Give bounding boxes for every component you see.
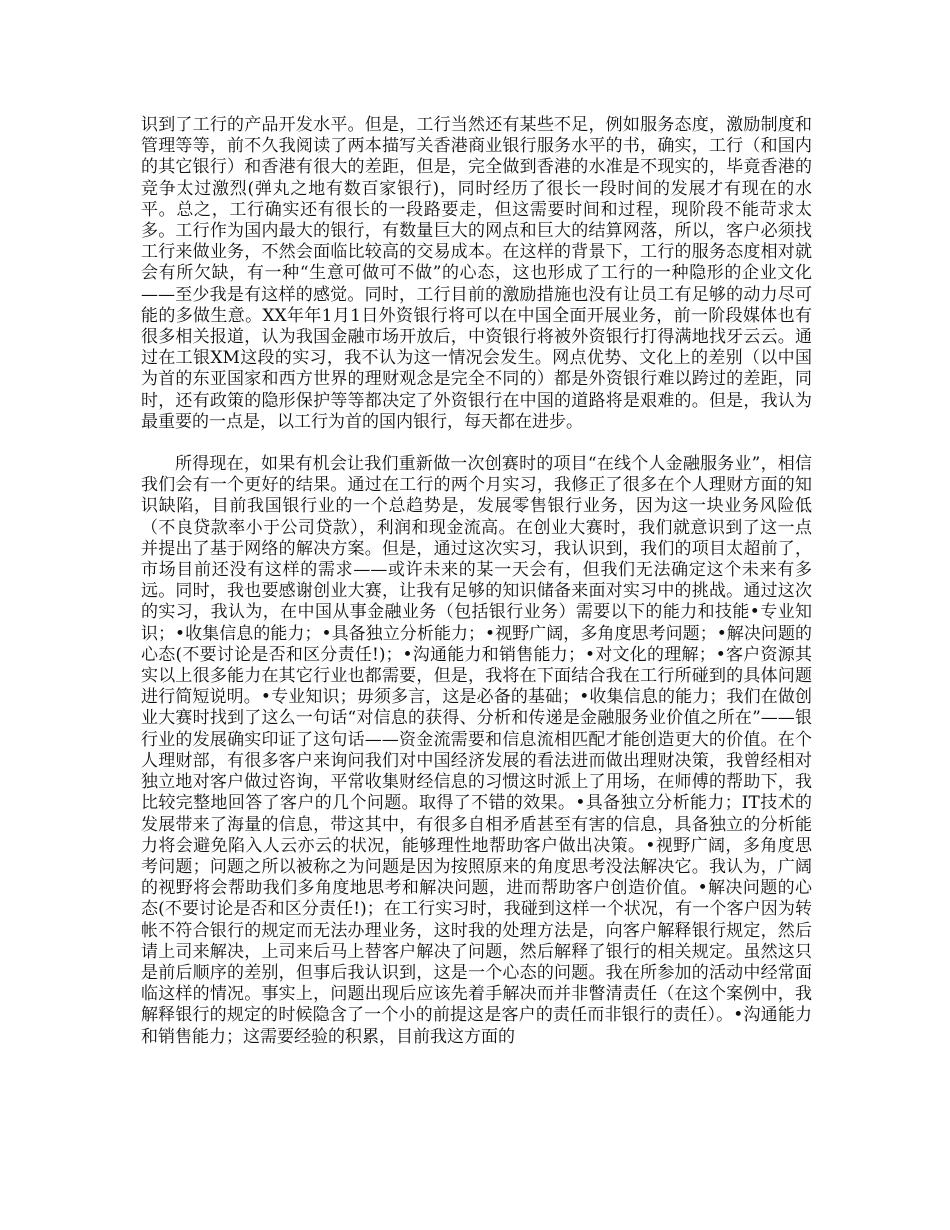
paragraph-1: 识到了工行的产品开发水平。但是，工行当然还有某些不足，例如服务态度，激励制度和管理等等，前不久我阅读了两本描写关香港商业银行服务水平的书，确实，工行（和国内的其它银行）和香港有很大的差距，但是，完全做到香港的水准是不现实的，毕竟香港的竞争太过激烈(弹丸之地有数百家银行)，同时经历了很长一段时间的发展才有现在的水平。总之，工行确实还有很长的一段路要走，但这需要时间和过程，现阶段不能苛求太多。工行作为国内最大的银行，有数量巨大的网点和巨大的结算网落，所以，客户必须找工行来做业务，不然会面临比较高的交易成本。在这样的背景下，工行的服务态度相对就会有所欠缺，有一种“生意可做可不做”的心态，这也形成了工行的一种隐形的企业文化——至少我是有这样的感觉。同时，工行目前的激励措施也没有让员工有足够的动力尽可能的多做生意。XX年年1月1日外资银行将可以在中国全面开展业务，前一阶段媒体也有很多相关报道，认为我国金融市场开放后，中资银行将被外资银行打得满地找牙云云。通过在工银XM这段的实习，我不认为这一情况会发生。网点优势、文化上的差别（以中国为首的东亚国家和西方世界的理财观念是完全不同的）都是外资银行难以跨过的差距，同时，还有政策的隐形保护等等都决定了外资银行在中国的道路将是艰难的。但是，我认为最重要的一点是，以工行为首的国内银行，每天都在进步。: [141, 115, 812, 432]
document-body: [141, 115, 812, 1048]
paragraph-2: 所得现在，如果有机会让我们重新做一次创赛时的项目“在线个人金融服务业”，相信我们会有一个更好的结果。通过在工行的两个月实习，我修正了很多在个人理财方面的知识缺陷，目前我国银行业的一个总趋势是，发展零售银行业务，因为这一块业务风险低（不良贷款率小于公司贷款），利润和现金流高。在创业大赛时，我们就意识到了这一点并提出了基于网络的解决方案。但是，通过这次实习，我认识到，我们的项目太超前了，市场目前还没有这样的需求——或许未来的某一天会有，但我们无法确定这个未来有多远。同时，我也要感谢创业大赛，让我有足够的知识储备来面对实习中的挑战。通过这次的实习，我认为，在中国从事金融业务（包括银行业务）需要以下的能力和技能•专业知识；•收集信息的能力；•具备独立分析能力；•视野广阔，多角度思考问题；•解决问题的心态(不要讨论是否和区分责任!)；•沟通能力和销售能力；•对文化的理解；•客户资源其实以上很多能力在其它行业也都需要，但是，我将在下面结合我在工行所碰到的具体问题进行简短说明。•专业知识；毋须多言，这是必备的基础；•收集信息的能力；我们在做创业大赛时找到了这么一句话“对信息的获得、分析和传递是金融服务业价值之所在”——银行业的发展确实印证了这句话——资金流需要和信息流相匹配才能创造更大的价值。在个人理财部，有很多客户来询问我们对中国经济发展的看法进而做出理财决策，我曾经相对独立地对客户做过咨询，平常收集财经信息的习惯这时派上了用场，在师傅的帮助下，我比较完整地回答了客户的几个问题。取得了不错的效果。•具备独立分析能力；IT技术的发展带来了海量的信息，带这其中，有很多自相矛盾甚至有害的信息，具备独立的分析能力将会避免陷入人云亦云的状况，能够理性地帮助客户做出决策。•视野广阔，多角度思考问题；问题之所以被称之为问题是因为按照原来的角度思考没法解决它。我认为，广阔的视野将会帮助我们多角度地思考和解决问题，进而帮助客户创造价值。•解决问题的心态(不要讨论是否和区分责任!)；在工行实习时，我碰到这样一个状况，有一个客户因为转帐不符合银行的规定而无法办理业务，这时我的处理方法是，向客户解释银行规定，然后请上司来解决，上司来后马上替客户解决了问题，然后解释了银行的相关规定。虽然这只是前后顺序的差别，但事后我认识到，这是一个心态的问题。我在所参加的活动中经常面临这样的情况。事实上，问题出现后应该先着手解决而并非瞥清责任（在这个案例中，我解释银行的规定的时候隐含了一个小的前提这是客户的责任而非银行的责任）。•沟通能力和销售能力；这需要经验的积累，目前我这方面的: [141, 454, 812, 1047]
